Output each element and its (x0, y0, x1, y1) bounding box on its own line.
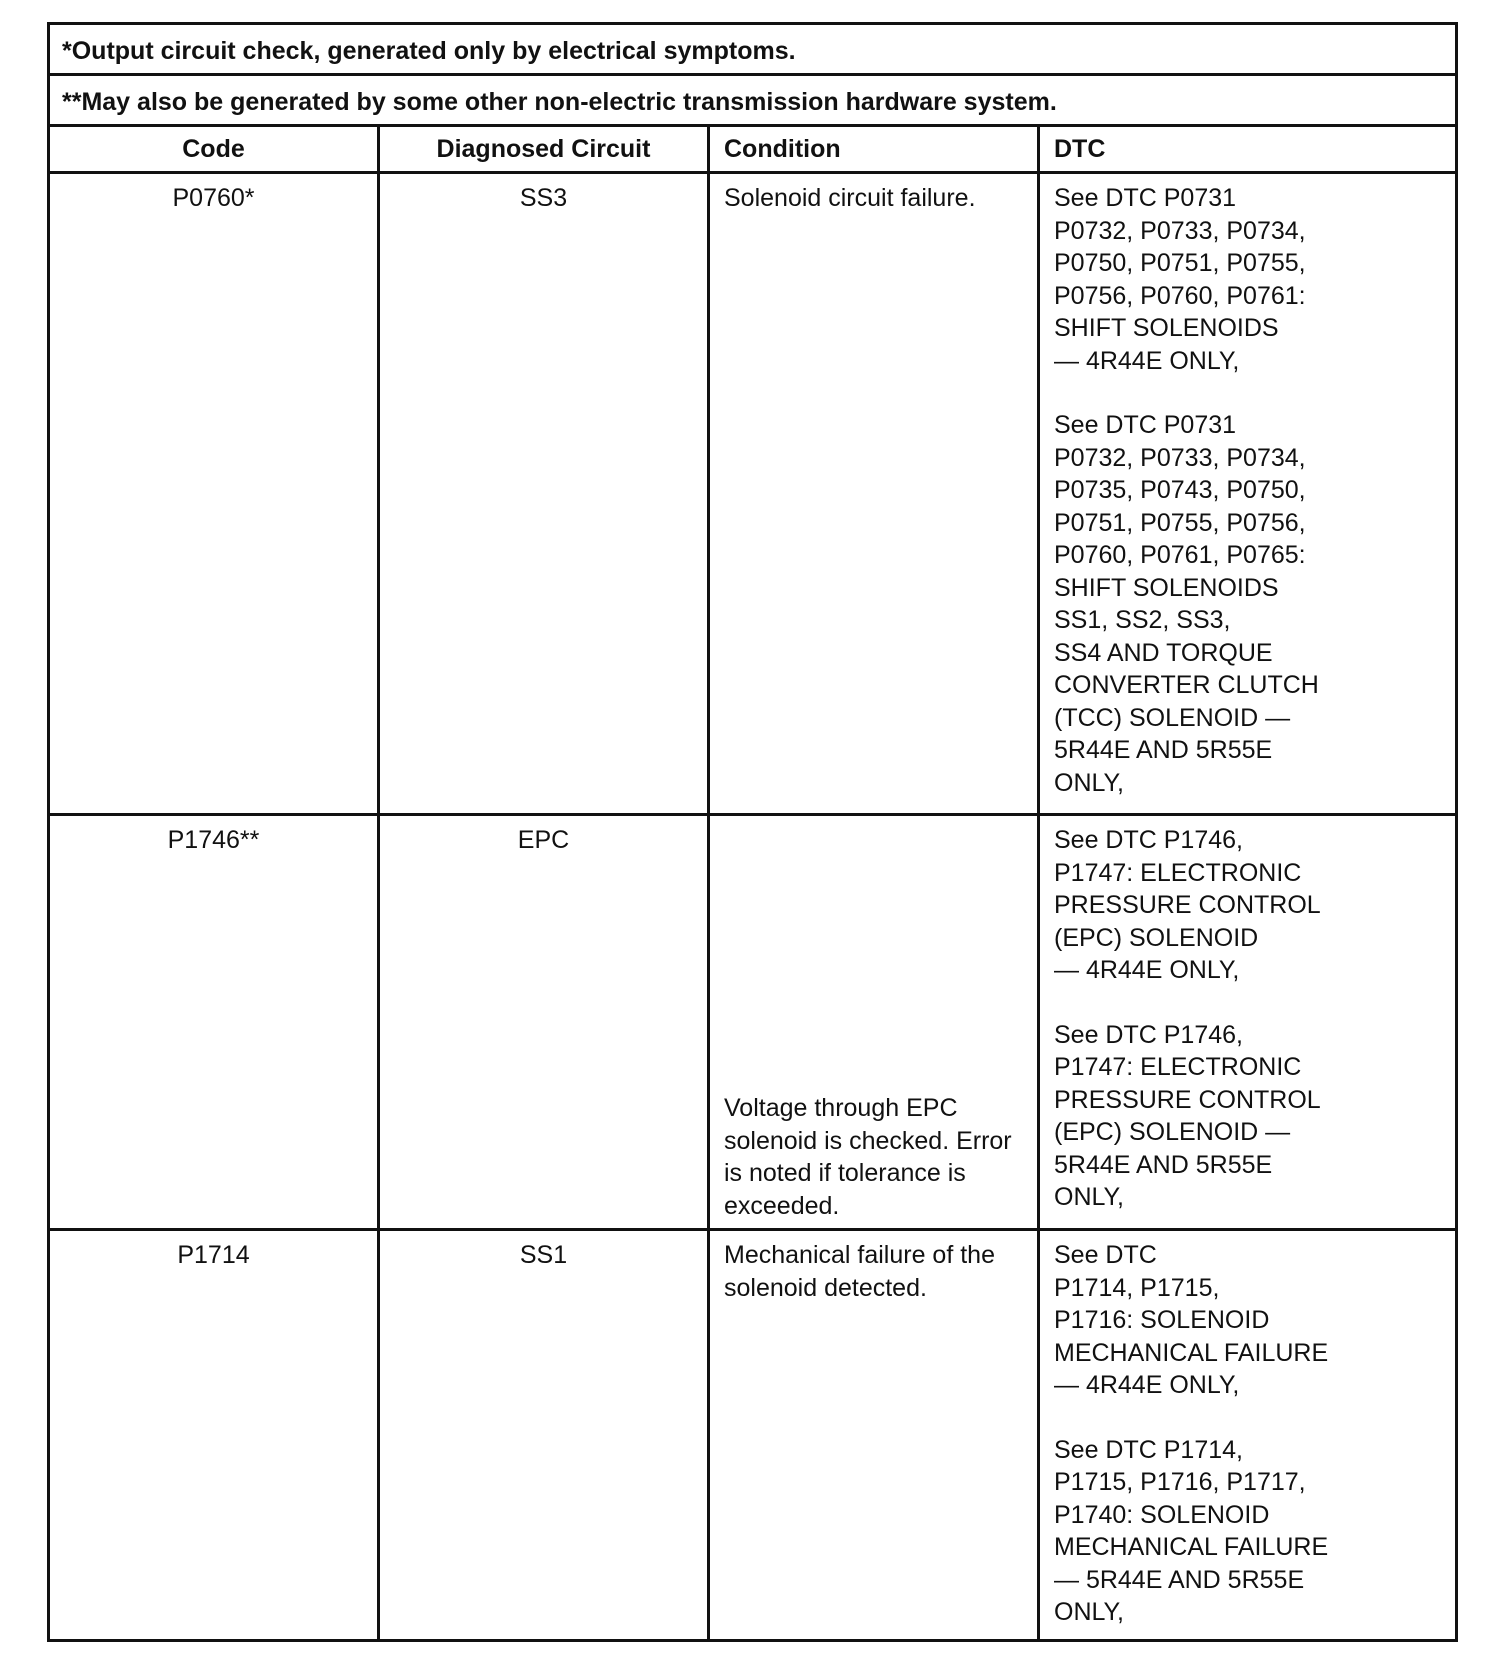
dtc-cell (1039, 815, 1457, 1230)
footnote-row-1 (49, 24, 1457, 75)
condition-cell (709, 173, 1039, 815)
circuit-cell: SS1 (379, 1230, 709, 1641)
table-row (49, 1230, 1457, 1641)
dtc-reference-5r44e-5r55e: See DTC P1746, P1747: ELECTRONIC PRESSURE CONTROL (EPC) SOLENOID — 5R44E AND 5R55E ONLY, (1054, 1020, 1321, 1211)
footnote-non-electric: **May also be generated by some other non-electric transmission hardware system. (49, 75, 1457, 126)
circuit-cell: SS3 (379, 173, 709, 815)
column-header-dtc: DTC (1039, 126, 1457, 173)
dtc-cell (1039, 1230, 1457, 1641)
code-cell: P1746** (49, 815, 379, 1230)
condition-text: Solenoid circuit failure. (724, 184, 976, 212)
dtc-reference-table (47, 22, 1458, 1642)
column-header-code: Code (49, 126, 379, 173)
column-header-diagnosed-circuit: Diagnosed Circuit (379, 126, 709, 173)
table-row (49, 173, 1457, 815)
condition-cell (709, 815, 1039, 1230)
dtc-reference-5r44e-5r55e: See DTC P1714, P1715, P1716, P1717, P1740: SOLENOID MECHANICAL FAILURE — 5R44E AND 5R55E ONLY, (1054, 1435, 1329, 1626)
condition-cell (709, 1230, 1039, 1641)
footnote-output-circuit: *Output circuit check, generated only by electrical symptoms. (49, 24, 1457, 75)
circuit-cell: EPC (379, 815, 709, 1230)
dtc-cell (1039, 173, 1457, 815)
condition-text: Mechanical failure of the solenoid detected. (724, 1241, 995, 1302)
dtc-reference-4r44e: See DTC P1714, P1715, P1716: SOLENOID MECHANICAL FAILURE — 4R44E ONLY, (1054, 1241, 1329, 1399)
code-cell: P1714 (49, 1230, 379, 1641)
column-header-condition: Condition (709, 126, 1039, 173)
footnote-row-2 (49, 75, 1457, 126)
header-row (49, 126, 1457, 173)
table-row (49, 815, 1457, 1230)
dtc-reference-4r44e: See DTC P0731 P0732, P0733, P0734, P0750, P0751, P0755, P0756, P0760, P0761: SHIFT SOLENOIDS — 4R44E ONLY, (1054, 184, 1306, 375)
condition-text: Voltage through EPC solenoid is checked. Error is noted if tolerance is exceeded. (724, 1094, 1012, 1220)
dtc-reference-5r44e-5r55e: See DTC P0731 P0732, P0733, P0734, P0735, P0743, P0750, P0751, P0755, P0756, P0760, P0761, P0765: SHIFT SOLENOIDS SS1, SS2, SS3, SS4 AND TORQUE CONVERTER CLUTCH (TCC) SOLENOID — 5R44E AND 5R55E ONLY, (1054, 411, 1319, 797)
code-cell: P0760* (49, 173, 379, 815)
dtc-reference-4r44e: See DTC P1746, P1747: ELECTRONIC PRESSURE CONTROL (EPC) SOLENOID — 4R44E ONLY, (1054, 826, 1321, 984)
